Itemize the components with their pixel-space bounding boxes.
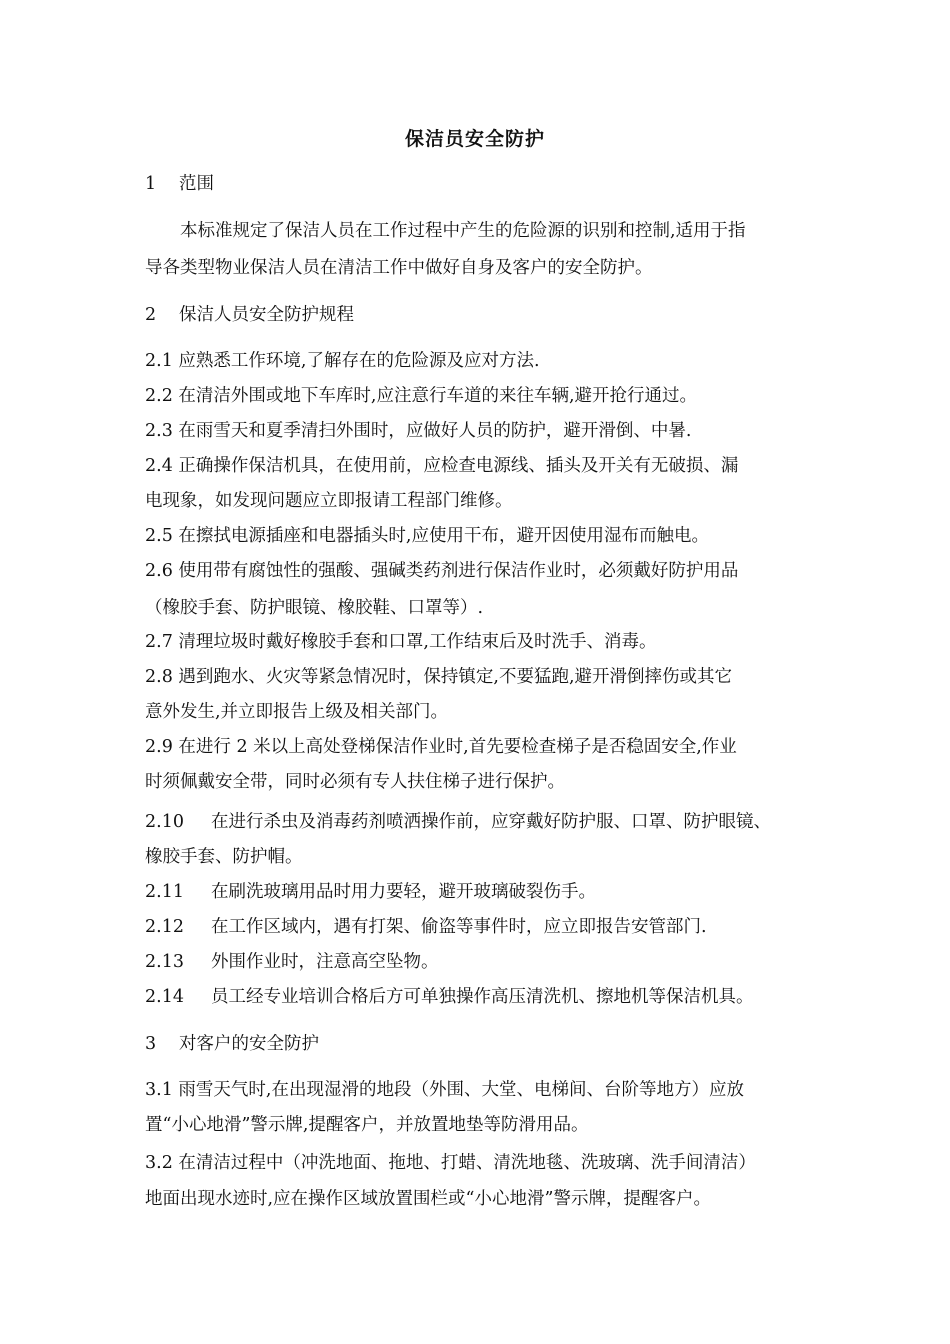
- section-title: 保洁人员安全防护规程: [179, 305, 354, 325]
- item-number: 2.12: [145, 917, 184, 937]
- list-item: [145, 950, 825, 974]
- list-item-continuation: （橡胶手套、防护眼镜、橡胶鞋、口罩等）.: [145, 598, 484, 618]
- section-number: 2: [145, 305, 157, 325]
- section-2-heading: [145, 303, 825, 327]
- list-item: 2.9 在进行 2 米以上高处登梯保洁作业时,首先要检查梯子是否稳固安全,作业: [145, 737, 737, 757]
- list-item: [145, 915, 825, 939]
- item-text: 在刷洗玻璃用品时用力要轻，避开玻璃破裂伤手。: [211, 882, 596, 902]
- list-item-continuation: 置“小心地滑”警示牌,提醒客户，并放置地垫等防滑用品。: [145, 1115, 589, 1135]
- page-title: 保洁员安全防护: [404, 128, 545, 150]
- section-1-heading: [145, 172, 825, 196]
- section-number: 3: [145, 1034, 157, 1054]
- list-item-continuation: 电现象，如发现问题应立即报请工程部门维修。: [145, 491, 513, 511]
- list-item: 3.1 雨雪天气时,在出现湿滑的地段（外围、大堂、电梯间、台阶等地方）应放: [145, 1080, 744, 1100]
- list-item: 2.5 在擦拭电源插座和电器插头时,应使用干布，避开因使用湿布而触电。: [145, 526, 709, 546]
- item-number: 2.14: [145, 987, 184, 1007]
- list-item: 2.7 清理垃圾时戴好橡胶手套和口罩,工作结束后及时洗手、消毒。: [145, 632, 657, 652]
- list-item: [145, 810, 825, 834]
- section-title: 范围: [179, 174, 214, 194]
- list-item: [145, 985, 825, 1009]
- item-text: 在进行杀虫及消毒药剂喷洒操作前，应穿戴好防护服、口罩、防护眼镜、: [211, 812, 771, 832]
- list-item: 2.3 在雨雪天和夏季清扫外围时，应做好人员的防护，避开滑倒、中暑.: [145, 421, 692, 441]
- item-text: 在工作区域内，遇有打架、偷盗等事件时，应立即报告安管部门.: [211, 917, 707, 937]
- list-item-continuation: 时须佩戴安全带，同时必须有专人扶住梯子进行保护。: [145, 772, 565, 792]
- list-item: 2.4 正确操作保洁机具，在使用前，应检查电源线、插头及开关有无破损、漏: [145, 456, 739, 476]
- section-3-heading: [145, 1032, 825, 1056]
- item-text: 员工经专业培训合格后方可单独操作高压清洗机、擦地机等保洁机具。: [211, 987, 754, 1007]
- list-item: 2.8 遇到跑水、火灾等紧急情况时，保持镇定,不要猛跑,避开滑倒摔伤或其它: [145, 667, 733, 687]
- list-item: 2.1 应熟悉工作环境,了解存在的危险源及应对方法.: [145, 351, 540, 371]
- section-title: 对客户的安全防护: [179, 1034, 319, 1054]
- list-item: [145, 880, 825, 904]
- list-item: 2.2 在清洁外围或地下车库时,应注意行车道的来往车辆,避开抢行通过。: [145, 386, 698, 406]
- paragraph-line: 导各类型物业保洁人员在清洁工作中做好自身及客户的安全防护。: [145, 258, 653, 278]
- list-item: 3.2 在清洁过程中（冲洗地面、拖地、打蜡、清洗地毯、洗玻璃、洗手间清洁）: [145, 1153, 756, 1173]
- item-text: 外围作业时，注意高空坠物。: [211, 952, 439, 972]
- item-number: 2.10: [145, 812, 184, 832]
- section-number: 1: [145, 174, 157, 194]
- list-item-continuation: 橡胶手套、防护帽。: [145, 847, 303, 867]
- list-item: 2.6 使用带有腐蚀性的强酸、强碱类药剂进行保洁作业时，必须戴好防护用品: [145, 561, 739, 581]
- list-item-continuation: 地面出现水迹时,应在操作区域放置围栏或“小心地滑”警示牌，提醒客户。: [145, 1189, 711, 1209]
- list-item-continuation: 意外发生,并立即报告上级及相关部门。: [145, 702, 449, 722]
- item-number: 2.11: [145, 882, 184, 902]
- item-number: 2.13: [145, 952, 184, 972]
- paragraph-line: 本标准规定了保洁人员在工作过程中产生的危险源的识别和控制,适用于指: [180, 221, 746, 241]
